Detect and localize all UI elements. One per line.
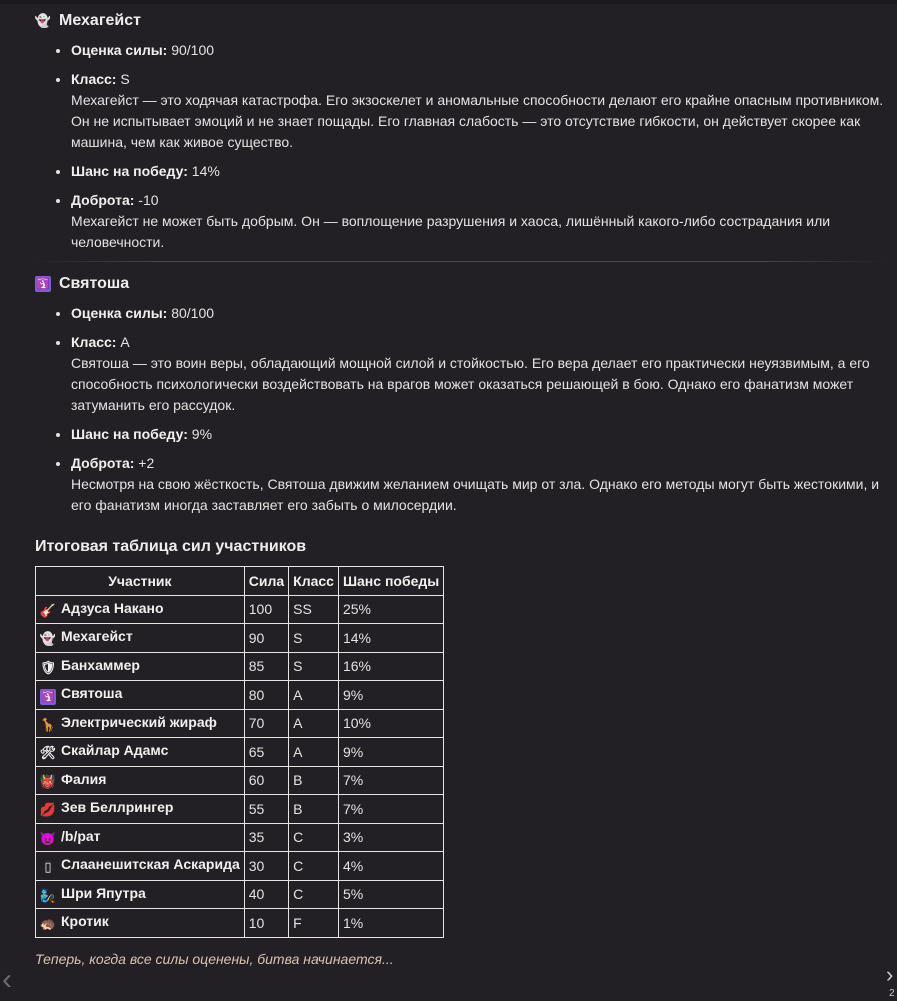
participant-name: Слаанешитская Аскарида [61, 856, 240, 873]
stat-value: A [116, 334, 130, 350]
missing-glyph-icon: ▯ [44, 859, 52, 875]
stat-kindness [71, 453, 885, 516]
summary-table-title: Итоговая таблица сил участников [35, 538, 307, 555]
power-cell: 70 [244, 709, 288, 738]
power-cell: 30 [244, 852, 288, 881]
stat-label: Шанс на победу: [71, 163, 188, 179]
stat-win-chance [71, 161, 885, 182]
imp-icon: 👿 [39, 830, 57, 846]
class-cell: B [289, 766, 339, 795]
footer-note: Теперь, когда все силы оценены, битва начинается... [35, 950, 394, 967]
stat-value: 80/100 [167, 305, 215, 321]
class-cell: F [289, 909, 339, 938]
power-cell: 100 [244, 595, 288, 624]
power-cell: 90 [244, 624, 288, 653]
table-header-row [36, 567, 444, 596]
class-description: Святоша — это воин веры, обладающий мощной силой и стойкостью. Его вера делает его практически неуязвимым, а его способность психологически воздействовать на врагов может оказаться решающей в бою. Однако его фанатизм может затуманить его рассудок. [71, 355, 870, 413]
character-stats [35, 303, 885, 516]
power-cell: 60 [244, 766, 288, 795]
class-description: Мехагейст — это ходячая катастрофа. Его экзоскелет и аномальные способности делают его крайне опасным противником. Он не испытывает эмоций и не знает пощады. Его главная слабость — это отсутствие гибкости, он действует скорее как машина, чем как живое существо. [71, 92, 884, 150]
top-bar [0, 0, 897, 4]
chance-cell: 7% [338, 766, 443, 795]
power-cell: 80 [244, 681, 288, 710]
power-cell: 65 [244, 738, 288, 767]
stat-label: Доброта: [71, 455, 135, 471]
stat-value: 90/100 [167, 42, 215, 58]
stat-value: S [116, 71, 130, 87]
table-row [36, 652, 444, 681]
stat-value: 14% [187, 163, 220, 179]
power-cell: 35 [244, 823, 288, 852]
character-section-svyatosha [35, 271, 885, 516]
guitar-icon: 🎸 [39, 602, 57, 618]
lips-icon: 💋 [39, 802, 57, 818]
next-message-button[interactable] [886, 960, 897, 990]
hedgehog-icon: 🦔 [39, 916, 57, 932]
stat-power [71, 303, 885, 324]
kindness-description: Несмотря на свою жёсткость, Святоша движим желанием очищать мир от зла. Однако его методы могут быть жестокими, и его фанатизм иногда заставляет его забыть о милосердии. [71, 476, 880, 513]
stat-class [71, 332, 885, 416]
participant-name: Кротик [61, 913, 109, 930]
participant-name: /b/рат [61, 827, 101, 844]
class-cell: B [289, 795, 339, 824]
table-row [36, 880, 444, 909]
genie-lamp-icon: 🧞 [39, 887, 57, 903]
class-cell: A [289, 709, 339, 738]
chance-cell: 9% [338, 681, 443, 710]
participant-name: Зев Беллрингер [61, 799, 174, 816]
stat-label: Доброта: [71, 192, 135, 208]
section-divider [35, 261, 885, 262]
chance-cell: 4% [338, 852, 443, 881]
table-row [36, 766, 444, 795]
header-class: Класс [289, 567, 339, 596]
participant-name: Адзуса Накано [61, 599, 164, 616]
class-cell: S [289, 624, 339, 653]
stat-value: 9% [187, 426, 213, 442]
participant-name: Скайлар Адамс [61, 742, 169, 759]
stat-label: Класс: [71, 71, 117, 87]
previous-message-button[interactable] [2, 963, 20, 996]
chance-cell: 1% [338, 909, 443, 938]
class-cell: C [289, 880, 339, 909]
class-cell: C [289, 852, 339, 881]
shield-icon: 🛡 [39, 659, 57, 675]
power-cell: 10 [244, 909, 288, 938]
participant-name: Мехагейст [61, 628, 133, 645]
table-row [36, 709, 444, 738]
stat-power [71, 40, 885, 61]
place-of-worship-icon: 🛐 [41, 690, 55, 703]
kindness-description: Мехагейст не может быть добрым. Он — воплощение разрушения и хаоса, лишённый какого-либо сострадания или человечности. [71, 213, 831, 250]
participant-name: Шри Япутра [61, 884, 146, 901]
participant-name: Фалия [61, 770, 107, 787]
stat-kindness [71, 190, 885, 253]
power-cell: 40 [244, 880, 288, 909]
giraffe-icon: 🦒 [39, 716, 57, 732]
place-of-worship-icon: 🛐 [36, 278, 50, 290]
character-title [35, 271, 885, 297]
chance-cell: 7% [338, 795, 443, 824]
chance-cell: 14% [338, 624, 443, 653]
participant-name: Святоша [61, 684, 123, 701]
tools-icon: 🛠 [39, 745, 57, 761]
summary-table [35, 566, 444, 938]
character-section-mechageist [35, 8, 885, 253]
page-number: 2 [889, 988, 895, 999]
stat-class [71, 69, 885, 153]
table-row [36, 595, 444, 624]
stat-value: +2 [134, 455, 155, 471]
chance-cell: 16% [338, 652, 443, 681]
stat-label: Шанс на победу: [71, 426, 188, 442]
chance-cell: 5% [338, 880, 443, 909]
class-cell: A [289, 681, 339, 710]
chance-cell: 10% [338, 709, 443, 738]
message-content [35, 8, 885, 967]
chevron-right-icon: › [886, 962, 894, 987]
stat-label: Класс: [71, 334, 117, 350]
character-name: Святоша [59, 275, 130, 292]
chance-cell: 9% [338, 738, 443, 767]
participant-name: Банхаммер [61, 656, 140, 673]
power-cell: 85 [244, 652, 288, 681]
character-title [35, 8, 885, 34]
table-row [36, 909, 444, 938]
stat-label: Оценка силы: [71, 42, 168, 58]
stat-label: Оценка силы: [71, 305, 168, 321]
header-participant: Участник [36, 567, 245, 596]
class-cell: C [289, 823, 339, 852]
table-row [36, 624, 444, 653]
ghost-icon: 👻 [34, 13, 52, 28]
ogre-icon: 👹 [39, 773, 57, 789]
table-row [36, 852, 444, 881]
class-cell: S [289, 652, 339, 681]
class-cell: SS [289, 595, 339, 624]
chance-cell: 3% [338, 823, 443, 852]
stat-value: -10 [134, 192, 159, 208]
table-row [36, 795, 444, 824]
character-stats [35, 40, 885, 253]
chance-cell: 25% [338, 595, 443, 624]
class-cell: A [289, 738, 339, 767]
participant-name: Электрический жираф [61, 713, 217, 730]
table-row [36, 681, 444, 710]
stat-win-chance [71, 424, 885, 445]
power-cell: 55 [244, 795, 288, 824]
table-row [36, 738, 444, 767]
table-row [36, 823, 444, 852]
header-win-chance: Шанс победы [338, 567, 443, 596]
ghost-icon: 👻 [39, 631, 57, 647]
chevron-left-icon: ‹ [2, 963, 12, 996]
character-name: Мехагейст [59, 12, 141, 29]
header-power: Сила [244, 567, 288, 596]
